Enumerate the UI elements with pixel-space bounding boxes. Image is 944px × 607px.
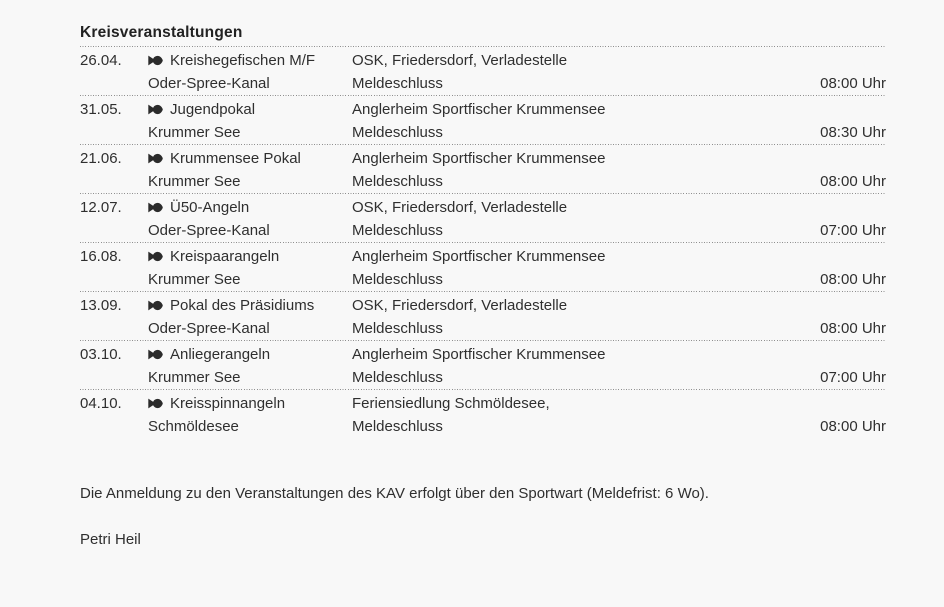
event-name-cell: [148, 196, 352, 242]
event-date: 13.09.: [80, 297, 122, 314]
event-date: 03.10.: [80, 346, 122, 363]
event-name: Kreishegefischen M/F: [170, 52, 316, 69]
event-row: [80, 341, 886, 389]
fish-icon: [148, 147, 163, 164]
event-location: Anglerheim Sportfischer Krummensee: [352, 248, 606, 265]
event-date: 04.10.: [80, 395, 122, 412]
event-name: Krummensee Pokal: [170, 150, 301, 167]
deadline-label: Meldeschluss: [352, 222, 443, 239]
event-time: 08:30 Uhr: [820, 124, 886, 141]
event-time-cell: [820, 392, 886, 438]
event-date: 31.05.: [80, 101, 122, 118]
event-name-cell: [148, 98, 352, 144]
event-time: 08:00 Uhr: [820, 271, 886, 288]
event-name-cell: [148, 343, 352, 389]
fish-icon: [148, 98, 163, 115]
event-location-cell: [352, 245, 820, 291]
time-spacer: [820, 294, 886, 317]
event-date-cell: [80, 196, 148, 242]
event-name-cell: [148, 392, 352, 438]
event-time: 08:00 Uhr: [820, 320, 886, 337]
event-location: Feriensiedlung Schmöldesee,: [352, 395, 550, 412]
event-location: OSK, Friedersdorf, Verladestelle: [352, 297, 568, 314]
event-date-cell: [80, 49, 148, 95]
event-row: [80, 243, 886, 291]
event-water: Schmöldesee: [148, 418, 239, 435]
event-date-cell: [80, 392, 148, 438]
fish-icon: [148, 49, 163, 66]
event-location-cell: [352, 343, 820, 389]
event-time: 07:00 Uhr: [820, 369, 886, 386]
event-location: Anglerheim Sportfischer Krummensee: [352, 101, 606, 118]
deadline-label: Meldeschluss: [352, 173, 443, 190]
event-date-cell: [80, 245, 148, 291]
deadline-label: Meldeschluss: [352, 369, 443, 386]
event-location-cell: [352, 196, 820, 242]
event-time: 08:00 Uhr: [820, 75, 886, 92]
event-name-cell: [148, 49, 352, 95]
event-name-cell: [148, 245, 352, 291]
event-water: Krummer See: [148, 369, 241, 386]
event-water: Oder-Spree-Kanal: [148, 75, 270, 92]
closing-greeting: Petri Heil: [80, 531, 141, 548]
time-spacer: [820, 392, 886, 415]
event-row: [80, 145, 886, 193]
event-time-cell: [820, 147, 886, 193]
deadline-label: Meldeschluss: [352, 418, 443, 435]
time-spacer: [820, 147, 886, 170]
events-table: [80, 47, 886, 438]
event-date-cell: [80, 343, 148, 389]
event-location-cell: [352, 392, 820, 438]
event-water: Krummer See: [148, 124, 241, 141]
fish-icon: [148, 196, 163, 213]
event-name-cell: [148, 294, 352, 340]
deadline-label: Meldeschluss: [352, 124, 443, 141]
event-location-cell: [352, 294, 820, 340]
event-row: [80, 292, 886, 340]
event-name: Anliegerangeln: [170, 346, 271, 363]
time-spacer: [820, 49, 886, 72]
event-date-cell: [80, 147, 148, 193]
event-time-cell: [820, 343, 886, 389]
event-date: 26.04.: [80, 52, 122, 69]
event-name: Ü50-Angeln: [170, 199, 250, 216]
event-row: [80, 194, 886, 242]
time-spacer: [820, 245, 886, 268]
event-time-cell: [820, 196, 886, 242]
event-water: Krummer See: [148, 271, 241, 288]
event-name-cell: [148, 147, 352, 193]
event-date: 12.07.: [80, 199, 122, 216]
event-location-cell: [352, 98, 820, 144]
event-time-cell: [820, 245, 886, 291]
event-location: OSK, Friedersdorf, Verladestelle: [352, 199, 568, 216]
event-name: Kreisspinnangeln: [170, 395, 286, 412]
event-row: [80, 96, 886, 144]
fish-icon: [148, 294, 163, 311]
event-row: [80, 390, 886, 438]
deadline-label: Meldeschluss: [352, 320, 443, 337]
event-location: Anglerheim Sportfischer Krummensee: [352, 346, 606, 363]
event-date: 21.06.: [80, 150, 122, 167]
fish-icon: [148, 245, 163, 262]
event-time: 08:00 Uhr: [820, 418, 886, 435]
event-location-cell: [352, 147, 820, 193]
event-location: Anglerheim Sportfischer Krummensee: [352, 150, 606, 167]
event-time-cell: [820, 294, 886, 340]
event-name: Pokal des Präsidiums: [170, 297, 315, 314]
event-date: 16.08.: [80, 248, 122, 265]
event-location: OSK, Friedersdorf, Verladestelle: [352, 52, 568, 69]
event-date-cell: [80, 294, 148, 340]
registration-note: Die Anmeldung zu den Veranstaltungen des KAV erfolgt über den Sportwart (Meldefrist: 6 Wo).: [80, 485, 709, 502]
event-time-cell: [820, 49, 886, 95]
event-name: Jugendpokal: [170, 101, 256, 118]
fish-icon: [148, 343, 163, 360]
event-date-cell: [80, 98, 148, 144]
event-time: 08:00 Uhr: [820, 173, 886, 190]
event-location-cell: [352, 49, 820, 95]
page-title: Kreisveranstaltungen: [80, 24, 243, 41]
event-time-cell: [820, 98, 886, 144]
deadline-label: Meldeschluss: [352, 75, 443, 92]
time-spacer: [820, 196, 886, 219]
event-water: Krummer See: [148, 173, 241, 190]
time-spacer: [820, 343, 886, 366]
event-row: [80, 47, 886, 95]
event-water: Oder-Spree-Kanal: [148, 222, 270, 239]
time-spacer: [820, 98, 886, 121]
event-name: Kreispaarangeln: [170, 248, 280, 265]
deadline-label: Meldeschluss: [352, 271, 443, 288]
event-time: 07:00 Uhr: [820, 222, 886, 239]
event-water: Oder-Spree-Kanal: [148, 320, 270, 337]
fish-icon: [148, 392, 163, 409]
